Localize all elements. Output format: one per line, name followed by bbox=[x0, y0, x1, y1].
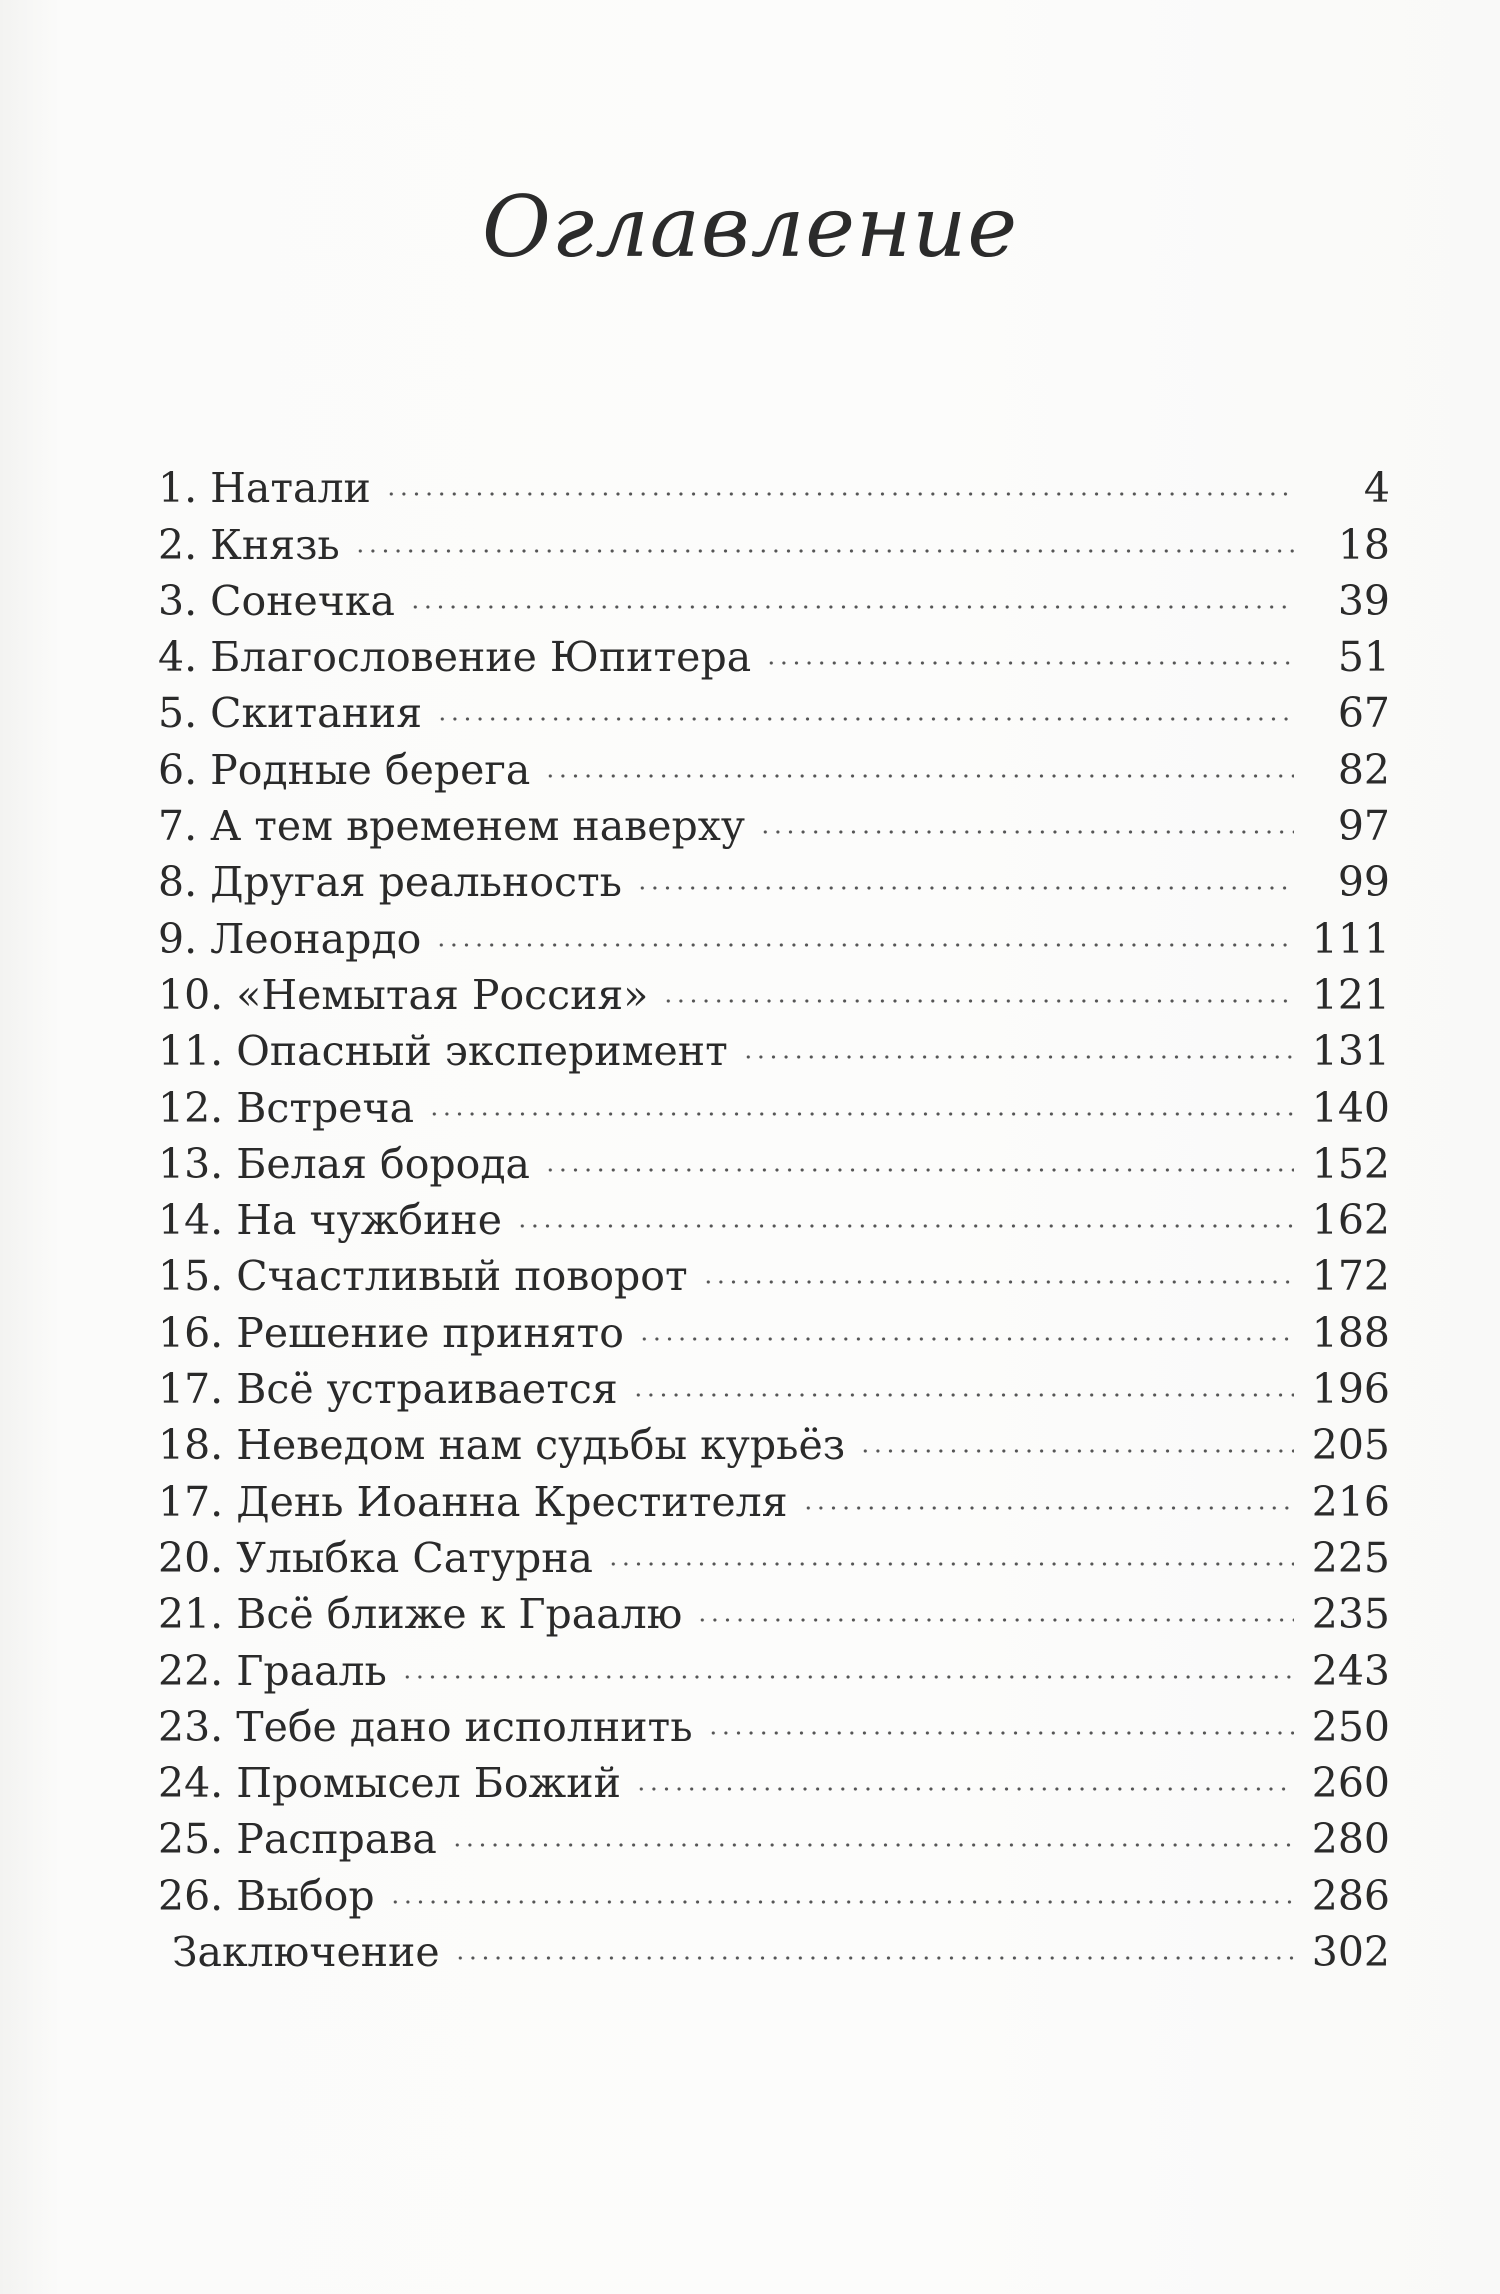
toc-entry bbox=[158, 967, 1390, 1023]
toc-entry-title: 10. «Немытая Россия» bbox=[158, 970, 649, 1019]
dot-leader bbox=[707, 1723, 1294, 1743]
toc-entry-title: 20. Улыбка Сатурна bbox=[158, 1533, 593, 1582]
toc-entry-page-number: 243 bbox=[1311, 1646, 1390, 1695]
toc-entry-title: 15. Счастливый поворот bbox=[158, 1252, 688, 1301]
dot-leader bbox=[435, 935, 1294, 955]
toc-entry-page-number: 205 bbox=[1311, 1421, 1390, 1470]
dot-leader bbox=[662, 991, 1294, 1011]
toc-entry-page-number: 99 bbox=[1337, 858, 1390, 907]
toc-entry-page-number: 18 bbox=[1337, 520, 1390, 569]
toc-entry bbox=[158, 685, 1390, 741]
toc-entry-title: 13. Белая борода bbox=[158, 1139, 531, 1188]
toc-entry bbox=[158, 516, 1390, 572]
dot-leader bbox=[454, 1948, 1294, 1968]
dot-leader bbox=[401, 1667, 1294, 1687]
dot-leader bbox=[742, 1047, 1294, 1067]
dot-leader bbox=[765, 653, 1294, 673]
toc-entry bbox=[158, 1924, 1390, 1980]
toc-entry bbox=[158, 1361, 1390, 1417]
toc-entry-page-number: 67 bbox=[1337, 689, 1390, 738]
toc-entry-title: 6. Родные берега bbox=[158, 745, 531, 794]
toc-entry-page-number: 196 bbox=[1311, 1365, 1390, 1414]
toc-entry bbox=[158, 1473, 1390, 1529]
toc-entry-title: 7. А тем временем наверху bbox=[158, 802, 745, 851]
toc-entry-title: 17. День Иоанна Крестителя bbox=[158, 1477, 788, 1526]
toc-entry-title: 26. Выбор bbox=[158, 1871, 375, 1920]
toc-entry-page-number: 172 bbox=[1311, 1252, 1390, 1301]
toc-entry-page-number: 121 bbox=[1311, 970, 1390, 1019]
toc-entry bbox=[158, 1586, 1390, 1642]
toc-entry bbox=[158, 573, 1390, 629]
toc-entry-page-number: 235 bbox=[1311, 1590, 1390, 1639]
toc-entry bbox=[158, 798, 1390, 854]
toc-entry-page-number: 188 bbox=[1311, 1308, 1390, 1357]
toc-entry-page-number: 140 bbox=[1311, 1083, 1390, 1132]
toc-entry-title: Заключение bbox=[172, 1928, 440, 1977]
toc-entry bbox=[158, 629, 1390, 685]
toc-entry bbox=[158, 741, 1390, 797]
toc-entry-page-number: 82 bbox=[1337, 745, 1390, 794]
toc-entry-page-number: 250 bbox=[1311, 1702, 1390, 1751]
dot-leader bbox=[428, 1104, 1294, 1124]
dot-leader bbox=[638, 1329, 1294, 1349]
toc-entry bbox=[158, 910, 1390, 966]
toc-entry bbox=[158, 1867, 1390, 1923]
toc-entry bbox=[158, 1417, 1390, 1473]
dot-leader bbox=[635, 1779, 1294, 1799]
toc-entry-title: 5. Скитания bbox=[158, 689, 423, 738]
toc-entry-title: 22. Грааль bbox=[158, 1646, 387, 1695]
toc-entry-page-number: 216 bbox=[1311, 1477, 1390, 1526]
toc-entry-page-number: 302 bbox=[1311, 1928, 1390, 1977]
toc-entry-page-number: 111 bbox=[1311, 914, 1390, 963]
dot-leader bbox=[409, 597, 1294, 617]
dot-leader bbox=[354, 541, 1294, 561]
dot-leader bbox=[516, 1216, 1294, 1236]
toc-entry-page-number: 225 bbox=[1311, 1533, 1390, 1582]
dot-leader bbox=[636, 878, 1294, 898]
toc-entry-page-number: 260 bbox=[1311, 1759, 1390, 1808]
dot-leader bbox=[702, 1272, 1294, 1292]
toc-entry bbox=[158, 1023, 1390, 1079]
dot-leader bbox=[389, 1892, 1294, 1912]
toc-entry-page-number: 152 bbox=[1311, 1139, 1390, 1188]
toc-entry-page-number: 39 bbox=[1337, 576, 1390, 625]
dot-leader bbox=[544, 1160, 1294, 1180]
toc-entry-title: 9. Леонардо bbox=[158, 914, 422, 963]
toc-entry-title: 23. Тебе дано исполнить bbox=[158, 1702, 693, 1751]
toc-entry bbox=[158, 1699, 1390, 1755]
dot-leader bbox=[385, 484, 1294, 504]
toc-entry bbox=[158, 1248, 1390, 1304]
dot-leader bbox=[632, 1385, 1294, 1405]
table-of-contents bbox=[158, 460, 1390, 1980]
toc-entry-title: 4. Благословение Юпитера bbox=[158, 633, 752, 682]
toc-entry-title: 12. Встреча bbox=[158, 1083, 415, 1132]
toc-entry-page-number: 280 bbox=[1311, 1815, 1390, 1864]
dot-leader bbox=[607, 1554, 1294, 1574]
toc-entry bbox=[158, 1192, 1390, 1248]
toc-entry bbox=[158, 1530, 1390, 1586]
toc-entry-title: 17. Всё устраивается bbox=[158, 1365, 618, 1414]
dot-leader bbox=[436, 709, 1294, 729]
toc-entry bbox=[158, 1304, 1390, 1360]
toc-entry-title: 8. Другая реальность bbox=[158, 858, 622, 907]
toc-entry-title: 21. Всё ближе к Граалю bbox=[158, 1590, 683, 1639]
toc-entry-page-number: 4 bbox=[1363, 464, 1390, 513]
dot-leader bbox=[696, 1610, 1294, 1630]
toc-entry bbox=[158, 1642, 1390, 1698]
toc-entry-page-number: 51 bbox=[1337, 633, 1390, 682]
toc-entry bbox=[158, 1079, 1390, 1135]
toc-entry bbox=[158, 1811, 1390, 1867]
toc-entry-title: 24. Промысел Божий bbox=[158, 1759, 621, 1808]
toc-entry-title: 3. Сонечка bbox=[158, 576, 395, 625]
dot-leader bbox=[544, 766, 1294, 786]
toc-entry-title: 14. На чужбине bbox=[158, 1196, 503, 1245]
toc-entry bbox=[158, 854, 1390, 910]
dot-leader bbox=[451, 1835, 1294, 1855]
toc-entry bbox=[158, 1755, 1390, 1811]
toc-entry-title: 16. Решение принято bbox=[158, 1308, 624, 1357]
toc-entry-page-number: 286 bbox=[1311, 1871, 1390, 1920]
toc-entry-page-number: 97 bbox=[1337, 802, 1390, 851]
toc-entry-title: 11. Опасный эксперимент bbox=[158, 1027, 728, 1076]
toc-entry-page-number: 131 bbox=[1311, 1027, 1390, 1076]
page-title: Оглавление bbox=[481, 178, 1019, 276]
toc-entry bbox=[158, 1136, 1390, 1192]
dot-leader bbox=[802, 1498, 1294, 1518]
toc-entry-title: 2. Князь bbox=[158, 520, 340, 569]
dot-leader bbox=[859, 1441, 1294, 1461]
toc-entry-title: 18. Неведом нам судьбы курьёз bbox=[158, 1421, 846, 1470]
toc-entry-title: 25. Расправа bbox=[158, 1815, 437, 1864]
toc-entry bbox=[158, 460, 1390, 516]
toc-entry-page-number: 162 bbox=[1311, 1196, 1390, 1245]
dot-leader bbox=[759, 822, 1294, 842]
toc-entry-title: 1. Натали bbox=[158, 464, 371, 513]
